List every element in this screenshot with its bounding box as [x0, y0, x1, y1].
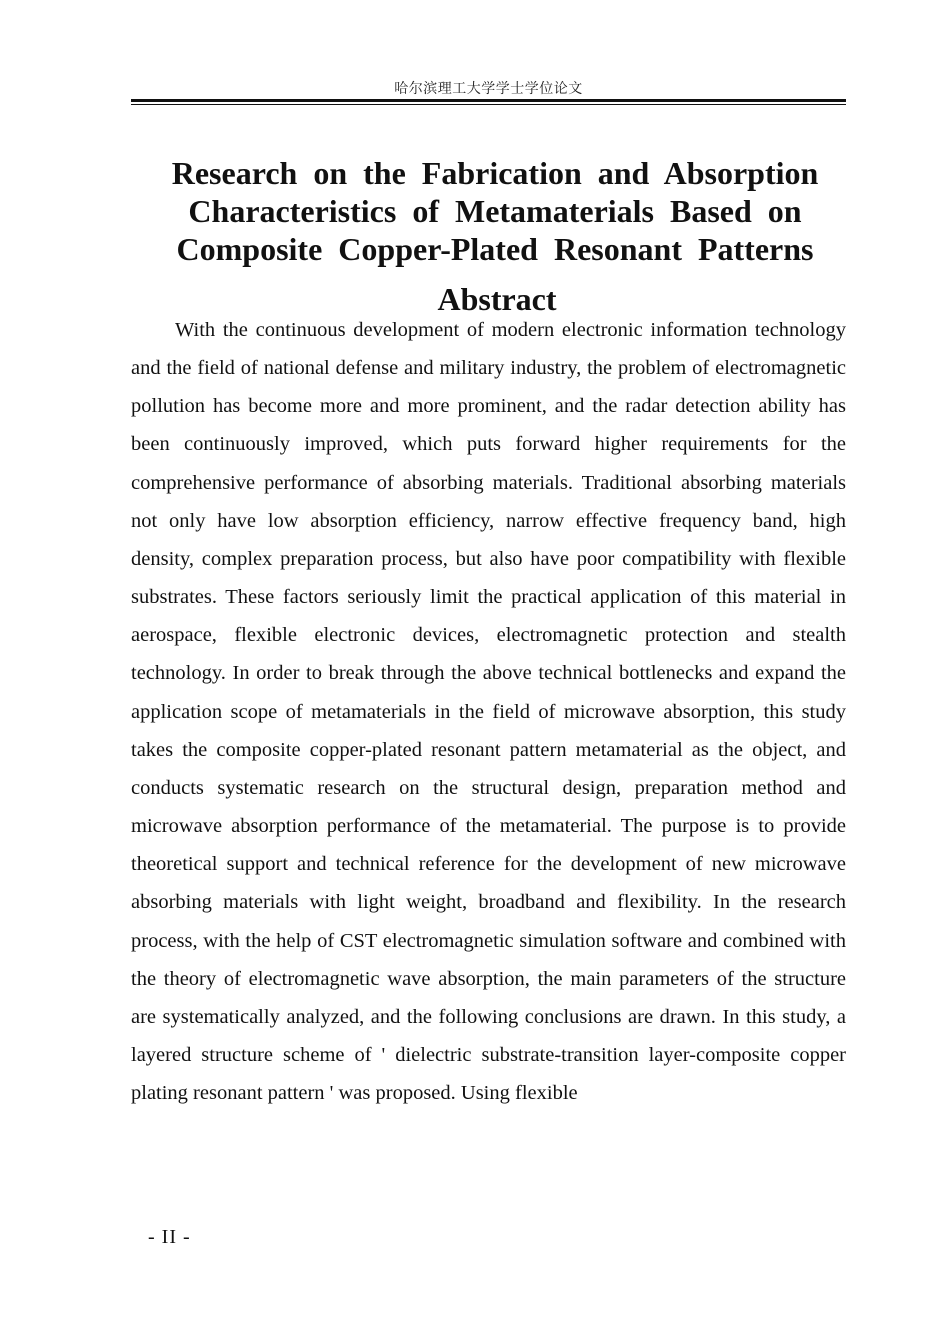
thesis-title: Research on the Fabrication and Absorption Characteristics of Metamaterials Based on Composite Copper-Plated Resonant Patterns	[171, 155, 819, 267]
abstract-heading: Abstract	[437, 281, 557, 317]
header-rule-thin	[131, 104, 846, 105]
page-number: - II -	[148, 1226, 191, 1248]
header-rule-thick	[131, 99, 846, 102]
abstract-paragraph: With the continuous development of modern electronic information technology and the field of national defense and military industry, the problem of electromagnetic pollution has become more and more prominent, and the radar detection ability has been continuously improved, which puts forward higher requirements for the comprehensive performance of absorbing materials. Traditional absorbing materials not only have low absorption efficiency, narrow effective frequency band, high density, complex preparation process, but also have poor compatibility with flexible substrates. These factors seriously limit the practical application of this material in aerospace, flexible electronic devices, electromagnetic protection and stealth technology. In order to break through the above technical bottlenecks and expand the application scope of metamaterials in the field of microwave absorption, this study takes the composite copper-plated resonant pattern metamaterial as the object, and conducts systematic research on the structural design, preparation method and microwave absorption performance of the metamaterial. The purpose is to provide theoretical support and technical reference for the development of new microwave absorbing materials with light weight, broadband and flexibility. In the research process, with the help of CST electromagnetic simulation software and combined with the theory of electromagnetic wave absorption, the main parameters of the structure are systematically analyzed, and the following conclusions are drawn. In this study, a layered structure scheme of ' dielectric substrate-transition layer-composite copper plating resonant pattern ' was proposed. Using flexible	[131, 319, 846, 1105]
running-header: 哈尔滨理工大学学士学位论文	[394, 81, 583, 97]
